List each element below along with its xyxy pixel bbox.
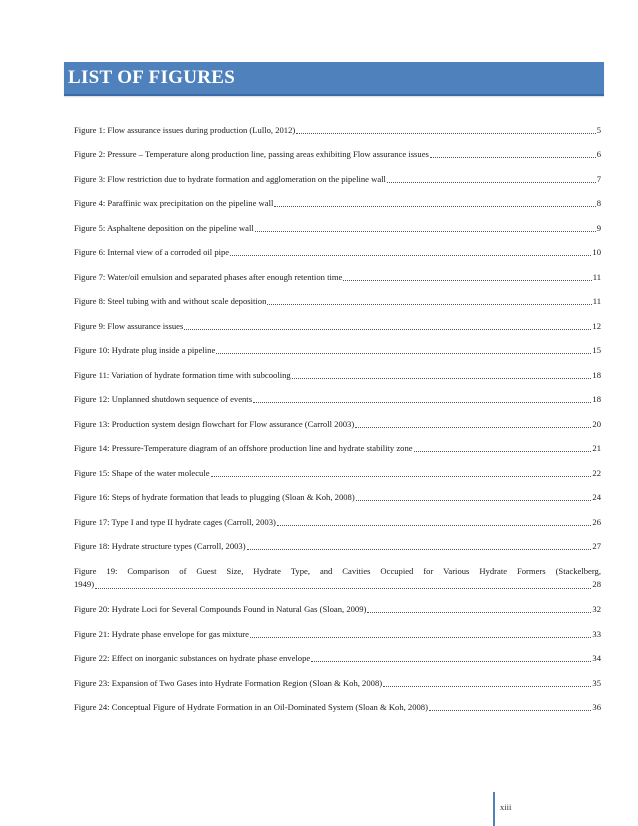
dot-leader <box>387 182 596 183</box>
dot-leader <box>311 661 591 662</box>
toc-entry[interactable] <box>74 405 601 430</box>
dot-leader <box>274 206 595 207</box>
toc-entry-title-continued: 1949) <box>74 578 95 589</box>
dot-leader <box>255 231 596 232</box>
toc-entry[interactable] <box>74 258 601 283</box>
toc-entry[interactable] <box>74 209 601 234</box>
toc-entry[interactable] <box>74 454 601 479</box>
dot-leader <box>355 427 591 428</box>
toc-entry-page: 11 <box>592 271 601 282</box>
dot-leader <box>429 710 591 711</box>
toc-entry-title: Figure 10: Hydrate plug inside a pipeline <box>74 345 216 355</box>
dot-leader <box>216 353 591 354</box>
toc-entry[interactable] <box>74 591 601 616</box>
toc-entry-title: Figure 24: Conceptual Figure of Hydrate Formation in an Oil-Dominated System (Sloan & Koh, 2008) <box>74 702 428 712</box>
toc-entry-title: Figure 19: Comparison of Guest Size, Hydrate Type, and Cavities Occupied for Various Hydrate Formers (Stackelberg, <box>74 565 601 576</box>
dot-leader <box>356 500 592 501</box>
toc-entry-page: 12 <box>592 320 601 331</box>
dot-leader <box>277 525 592 526</box>
dot-leader <box>414 451 592 452</box>
dot-leader <box>250 637 591 638</box>
toc-entry[interactable] <box>74 503 601 528</box>
toc-entry-page: 36 <box>592 702 601 712</box>
toc-entry[interactable] <box>74 185 601 210</box>
toc-entry-page: 28 <box>592 578 601 589</box>
toc-entry[interactable] <box>74 615 601 640</box>
toc-entry-page: 21 <box>592 443 601 453</box>
toc-entry-page: 5 <box>596 124 601 135</box>
toc-entry-title: Figure 23: Expansion of Two Gases into Hydrate Formation Region (Sloan & Koh, 2008) <box>74 677 383 688</box>
dot-leader <box>292 378 592 379</box>
toc-entry-title: Figure 3: Flow restriction due to hydrate formation and agglomeration on the pipeline wall <box>74 173 386 184</box>
dot-leader <box>253 402 591 403</box>
toc-entry-page: 33 <box>592 628 601 639</box>
dot-leader <box>343 280 591 281</box>
toc-entry[interactable] <box>74 111 601 136</box>
dot-leader <box>230 255 591 256</box>
toc-entry[interactable] <box>74 640 601 665</box>
toc-entry[interactable] <box>74 356 601 381</box>
toc-entry[interactable] <box>74 430 601 455</box>
toc-entry-page: 18 <box>592 394 601 404</box>
toc-entry-title: Figure 21: Hydrate phase envelope for gas mixture <box>74 628 249 639</box>
footer-rule <box>493 792 495 826</box>
toc-entry-title: Figure 8: Steel tubing with and without scale deposition <box>74 296 267 306</box>
page-title: LIST OF FIGURES <box>68 67 236 88</box>
toc-entry[interactable] <box>74 664 601 689</box>
toc-entry-title: Figure 12: Unplanned shutdown sequence of events <box>74 394 253 404</box>
toc-entry-title: Figure 17: Type I and type II hydrate cages (Carroll, 2003) <box>74 516 276 527</box>
toc-entry-title: Figure 6: Internal view of a corroded oil pipe <box>74 247 230 257</box>
toc-entry[interactable] <box>74 160 601 185</box>
dot-leader <box>211 476 592 477</box>
toc-entry-page: 18 <box>592 369 601 380</box>
dot-leader <box>184 329 591 330</box>
dot-leader <box>247 549 592 550</box>
toc-entry[interactable] <box>74 689 601 714</box>
dot-leader <box>430 157 596 158</box>
toc-entry-page: 10 <box>592 247 601 257</box>
list-of-figures-header <box>64 62 604 96</box>
toc-entry-page: 11 <box>592 296 601 306</box>
toc-entry-page: 22 <box>592 467 601 478</box>
toc-entry-title: Figure 7: Water/oil emulsion and separated phases after enough retention time <box>74 271 343 282</box>
toc-entry-page: 32 <box>592 604 601 614</box>
toc-entry-page: 9 <box>596 222 601 233</box>
toc-entry-page: 26 <box>592 516 601 527</box>
toc-entry-title: Figure 1: Flow assurance issues during production (Lullo, 2012) <box>74 124 296 135</box>
toc-entry-title: Figure 22: Effect on inorganic substances on hydrate phase envelope <box>74 653 311 663</box>
page-number: xiii <box>500 802 512 812</box>
toc-entry-page: 7 <box>596 173 601 184</box>
toc-entry[interactable] <box>74 552 601 591</box>
toc-entry-title: Figure 11: Variation of hydrate formation time with subcooling <box>74 369 291 380</box>
dot-leader <box>367 612 591 613</box>
dot-leader <box>383 686 591 687</box>
toc-entry[interactable] <box>74 332 601 357</box>
toc-entry[interactable] <box>74 307 601 332</box>
figure-list <box>74 111 601 713</box>
toc-entry[interactable] <box>74 479 601 504</box>
toc-entry-page: 24 <box>592 492 601 502</box>
dot-leader <box>296 133 595 134</box>
toc-entry[interactable] <box>74 136 601 161</box>
toc-entry-title: Figure 16: Steps of hydrate formation that leads to plugging (Sloan & Koh, 2008) <box>74 492 355 502</box>
toc-entry-title: Figure 20: Hydrate Loci for Several Compounds Found in Natural Gas (Sloan, 2009) <box>74 604 367 614</box>
toc-entry-page: 35 <box>592 677 601 688</box>
toc-entry-title: Figure 2: Pressure – Temperature along production line, passing areas exhibiting Flow assurance issues <box>74 149 429 159</box>
toc-entry-page: 8 <box>596 198 601 208</box>
toc-entry[interactable] <box>74 283 601 308</box>
dot-leader <box>267 304 591 305</box>
toc-entry-title: Figure 4: Paraffinic wax precipitation on the pipeline wall <box>74 198 274 208</box>
toc-entry-page: 27 <box>592 541 601 551</box>
toc-entry[interactable] <box>74 234 601 259</box>
toc-entry-page: 15 <box>592 345 601 355</box>
dot-leader <box>95 588 591 589</box>
toc-entry[interactable] <box>74 381 601 406</box>
toc-entry-title: Figure 15: Shape of the water molecule <box>74 467 210 478</box>
toc-entry-title: Figure 5: Asphaltene deposition on the pipeline wall <box>74 222 254 233</box>
toc-entry[interactable] <box>74 528 601 553</box>
toc-entry-page: 6 <box>596 149 601 159</box>
toc-entry-title: Figure 18: Hydrate structure types (Carroll, 2003) <box>74 541 246 551</box>
toc-entry-page: 20 <box>592 418 601 429</box>
toc-entry-page: 34 <box>592 653 601 663</box>
toc-entry-title: Figure 14: Pressure-Temperature diagram of an offshore production line and hydrate stability zone <box>74 443 413 453</box>
toc-entry-title: Figure 9: Flow assurance issues <box>74 320 184 331</box>
toc-entry-title: Figure 13: Production system design flowchart for Flow assurance (Carroll 2003) <box>74 418 355 429</box>
